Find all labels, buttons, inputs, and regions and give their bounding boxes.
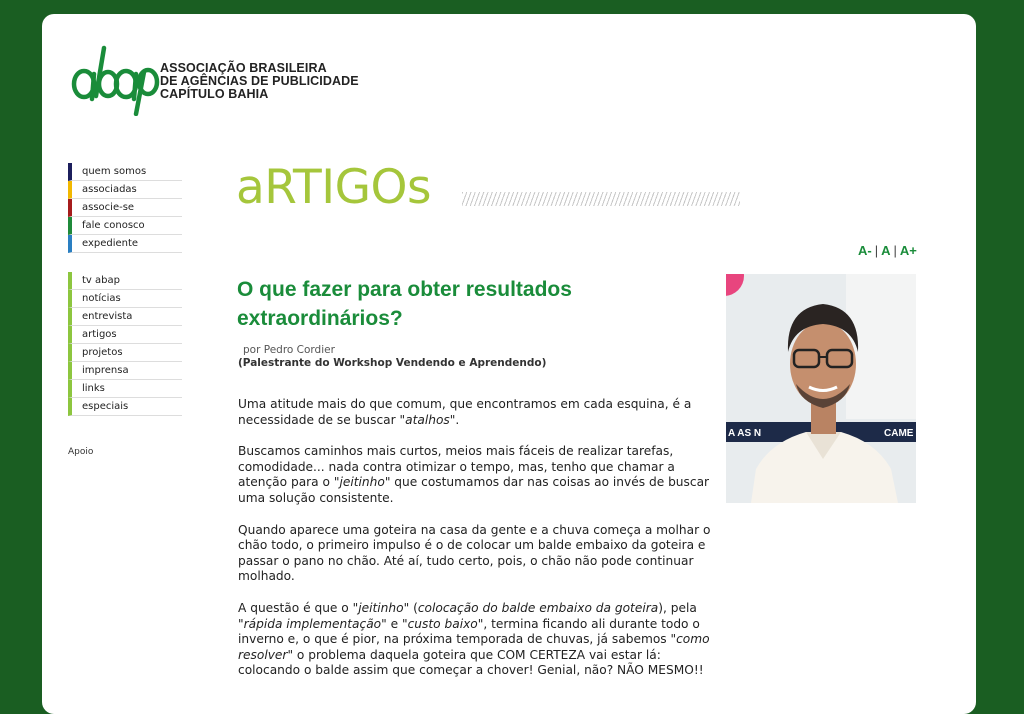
article-author: por Pedro Cordier [243,344,335,356]
article-body [238,397,714,695]
paragraph-text: " o problema daquela goteira que COM CERTEZA vai estar lá: colocando o balde assim que começar a chover! Genial, não? NÃO MESMO!! [238,647,704,678]
paragraph-text: Quando aparece uma goteira na casa da gente e a chuva começa a molhar o chão todo, o primeiro impulso é o de colocar um balde embaixo da goteira e passar o pano no chão. Até aí, tudo certo, pois, o chão não pode continuar molhado. [238,522,711,584]
author-photo [726,274,916,503]
nav-item-quem-somos[interactable]: quem somos [68,163,182,181]
nav-item-entrevista[interactable]: entrevista [68,308,182,326]
nav-item-associe-se[interactable]: associe-se [68,199,182,217]
emphasis-text: colocação do balde embaixo da goteira [417,600,659,615]
nav-item-imprensa[interactable]: imprensa [68,362,182,380]
emphasis-text: jeitinho [339,475,385,490]
apoio-label: Apoio [68,447,94,457]
abap-logo[interactable] [70,44,160,116]
font-normal-button[interactable]: A [881,243,891,258]
photo-banner-left: A AS N [728,428,762,439]
paragraph-text: Uma atitude mais do que comum, que encontramos em cada esquina, é a necessidade de se buscar " [238,397,692,427]
article-paragraph [238,397,714,428]
paragraph-text: " ( [403,600,418,615]
emphasis-text: atalhos [405,412,450,427]
emphasis-text: como resolver [238,632,710,662]
primary-nav [68,163,182,253]
nav-item-projetos[interactable]: projetos [68,344,182,362]
nav-item-tv-abap[interactable]: tv abap [68,272,182,290]
article-author-role: (Palestrante do Workshop Vendendo e Aprendendo) [238,357,547,369]
secondary-nav [68,272,182,416]
page-title: aRTIGOs [236,160,432,215]
separator: | [893,243,897,258]
article-paragraph [238,444,714,506]
paragraph-text: ", termina ficando ali durante todo o inverno e, o que é pior, na próxima temporada de chuvas, já sabemos " [238,616,700,647]
paragraph-text: A questão é que o " [238,600,359,615]
paragraph-text: ), pela " [238,600,697,631]
photo-banner-right: CAME [884,428,914,439]
logo-text [160,62,359,101]
nav-item-noticias[interactable]: notícias [68,290,182,308]
emphasis-text: custo baixo [407,616,478,631]
nav-item-expediente[interactable]: expediente [68,235,182,253]
emphasis-text: rápida implementação [243,616,382,631]
font-increase-button[interactable]: A+ [899,243,917,258]
abap-logo-mark [70,44,160,116]
decorative-slashes [462,192,740,206]
logo-line-3: CAPÍTULO BAHIA [160,87,269,101]
article-title: O que fazer para obter resultados extraordinários? [237,278,572,330]
paragraph-text: ". [449,412,460,427]
paragraph-text: Buscamos caminhos mais curtos, meios mais fáceis de realizar tarefas, comodidade... nada contra otimizar o tempo, mas, tenho que chamar a atenção para o " [238,444,675,490]
nav-item-artigos[interactable]: artigos [68,326,182,344]
logo-line-2: DE AGÊNCIAS DE PUBLICIDADE [160,74,359,88]
nav-item-fale-conosco[interactable]: fale conosco [68,217,182,235]
font-decrease-button[interactable]: A- [858,243,872,258]
nav-item-links[interactable]: links [68,380,182,398]
emphasis-text: jeitinho [358,600,404,615]
separator: | [874,243,879,258]
paragraph-text: " que costumamos dar nas coisas ao invés de buscar uma solução consistente. [238,475,710,505]
nav-item-associadas[interactable]: associadas [68,181,182,199]
font-size-controls [858,243,917,258]
article-paragraph [238,601,714,679]
logo-line-1: ASSOCIAÇÃO BRASILEIRA [160,61,327,75]
paragraph-text: " e " [381,616,408,631]
nav-item-especiais[interactable]: especiais [68,398,182,416]
article-paragraph [238,523,714,585]
